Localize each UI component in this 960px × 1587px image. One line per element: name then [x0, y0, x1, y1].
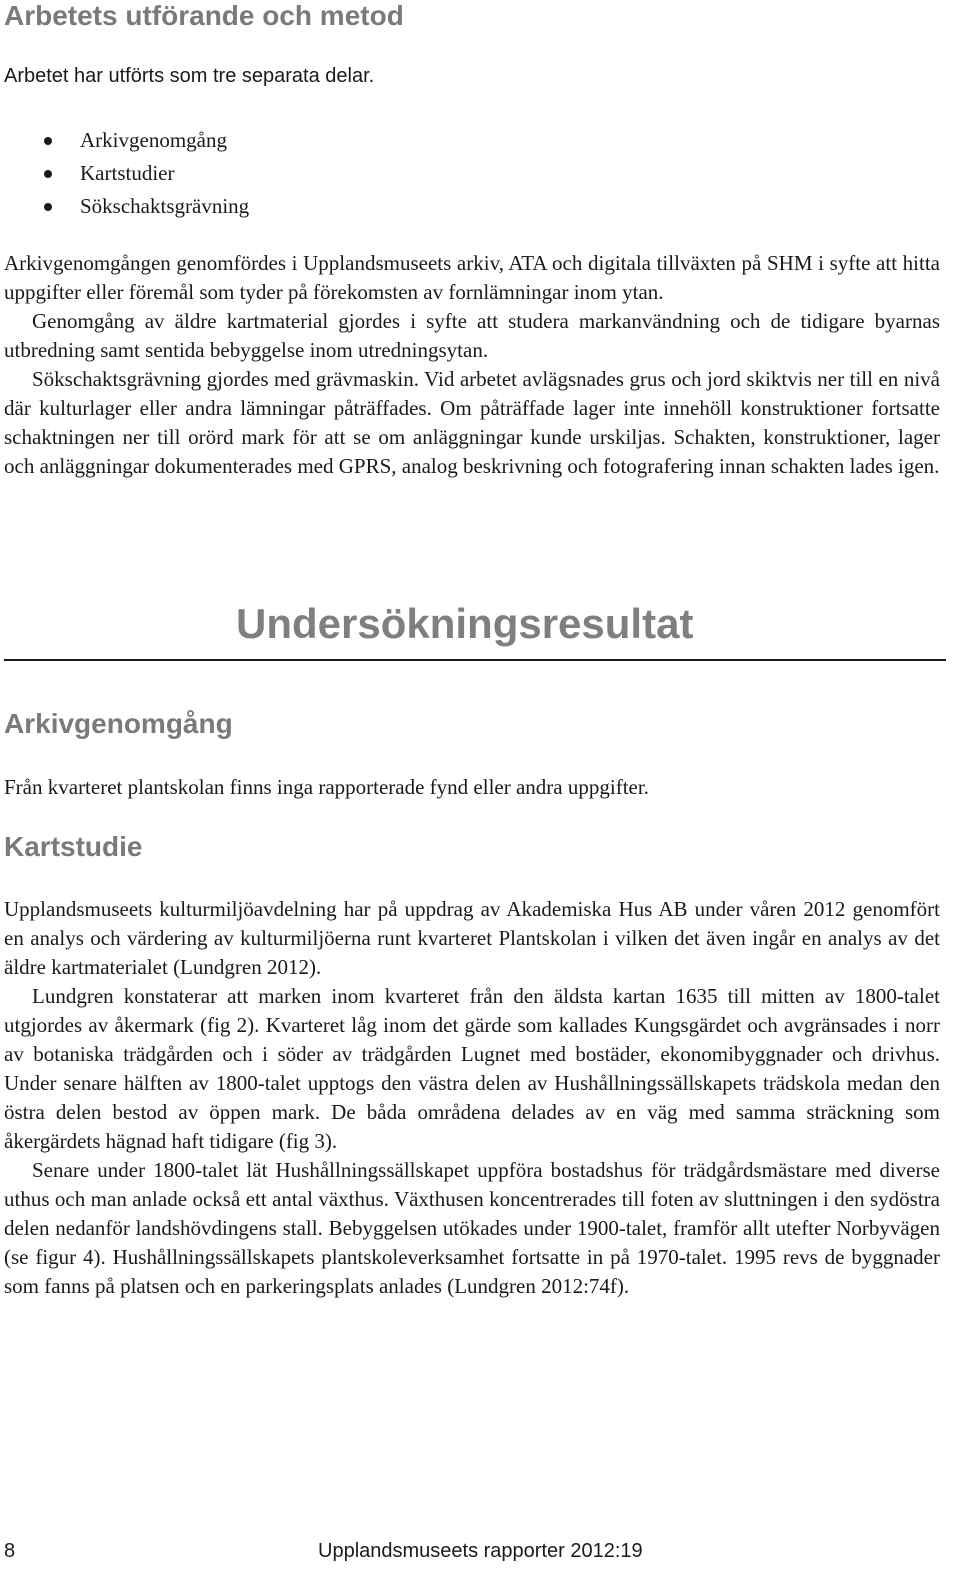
bullet-icon — [44, 170, 52, 178]
paragraph: Genomgång av äldre kartmaterial gjordes i syfte att studera markanvändning och de tidigare byarnas utbredning samt sentida bebyggelse inom utredningsytan. — [4, 309, 940, 362]
paragraph: Arkivgenomgången genomfördes i Upplandsmuseets arkiv, ATA och digitala tillväxten på SHM i syfte att hitta uppgifter eller föremål som tyder på förekomsten av fornlämningar inom ytan. — [4, 251, 940, 304]
intro-text: Arbetet har utförts som tre separata delar. — [4, 65, 375, 87]
bullet-icon — [44, 137, 52, 145]
paragraph: Lundgren konstaterar att marken inom kvarteret från den äldsta kartan 1635 till mitten av 1800-talet utgjordes av åkermark (fig 2). Kvarteret låg inom det gärde som kallades Kungsgärdet och avgränsades i norr av botaniska trädgården och i söder av trädgården Lugnet med bostäder, ekonomibyggnader och drivhus. Under senare hälften av 1800-talet upptogs den västra delen av Hushållningssällskapets trädskola medan den östra delen bestod av öppen mark. De båda områdena delades av en väg med samma sträckning som åkergärdets hägnad haft tidigare (fig 3). — [4, 984, 940, 1153]
paragraph: Upplandsmuseets kulturmiljöavdelning har på uppdrag av Akademiska Hus AB under våren 2012 genomfört en analys och värdering av kulturmiljöerna runt kvarteret Plantskolan i vilken det även ingår en analys av det äldre kartmaterialet (Lundgren 2012). — [4, 897, 940, 979]
section-heading-method: Arbetets utförande och metod — [4, 0, 404, 31]
list-item: Arkivgenomgång — [4, 124, 249, 157]
method-body — [4, 249, 940, 481]
subheading-arkivgenomgang: Arkivgenomgång — [4, 708, 233, 739]
kartstudie-body — [4, 895, 940, 1301]
method-list — [4, 124, 249, 223]
list-item: Sökschaktsgrävning — [4, 190, 249, 223]
report-name: Upplandsmuseets rapporter 2012:19 — [318, 1540, 643, 1562]
paragraph: Sökschaktsgrävning gjordes med grävmaskin. Vid arbetet avlägsnades grus och jord skiktvis ner till en nivå där kulturlager eller andra lämningar påträffades. Om påträffade lager inte innehöll konstruktioner fortsatte schaktningen ner till orörd mark för att se om anläggningar kunde urskiljas. Schakten, konstruktioner, lager och anläggningar dokumenterades med GPRS, analog beskrivning och fotografering innan schakten lades igen. — [4, 367, 940, 478]
bullet-icon — [44, 203, 52, 211]
page-footer — [4, 1540, 940, 1564]
divider — [4, 659, 946, 661]
paragraph: Senare under 1800-talet lät Hushållningssällskapet uppföra bostadshus för trädgårdsmästare med diverse uthus och man anlade också ett antal växthus. Växthusen koncentrerades till foten av sluttningen i den sydöstra delen nedanför landshövdingens stall. Bebyggelsen utökades under 1900-talet, framför allt utefter Norbyvägen (se figur 4). Hushållningssällskapets plantskoleverksamhet fortsatte in på 1970-talet. 1995 revs de byggnader som fanns på platsen och en parkeringsplats anlades (Lundgren 2012:74f). — [4, 1158, 940, 1298]
subheading-kartstudie: Kartstudie — [4, 831, 143, 862]
list-item: Kartstudier — [4, 157, 249, 190]
paragraph: Från kvarteret plantskolan finns inga rapporterade fynd eller andra uppgifter. — [4, 775, 649, 799]
results-title: Undersökningsresultat — [236, 600, 694, 647]
page-number: 8 — [4, 1540, 16, 1562]
